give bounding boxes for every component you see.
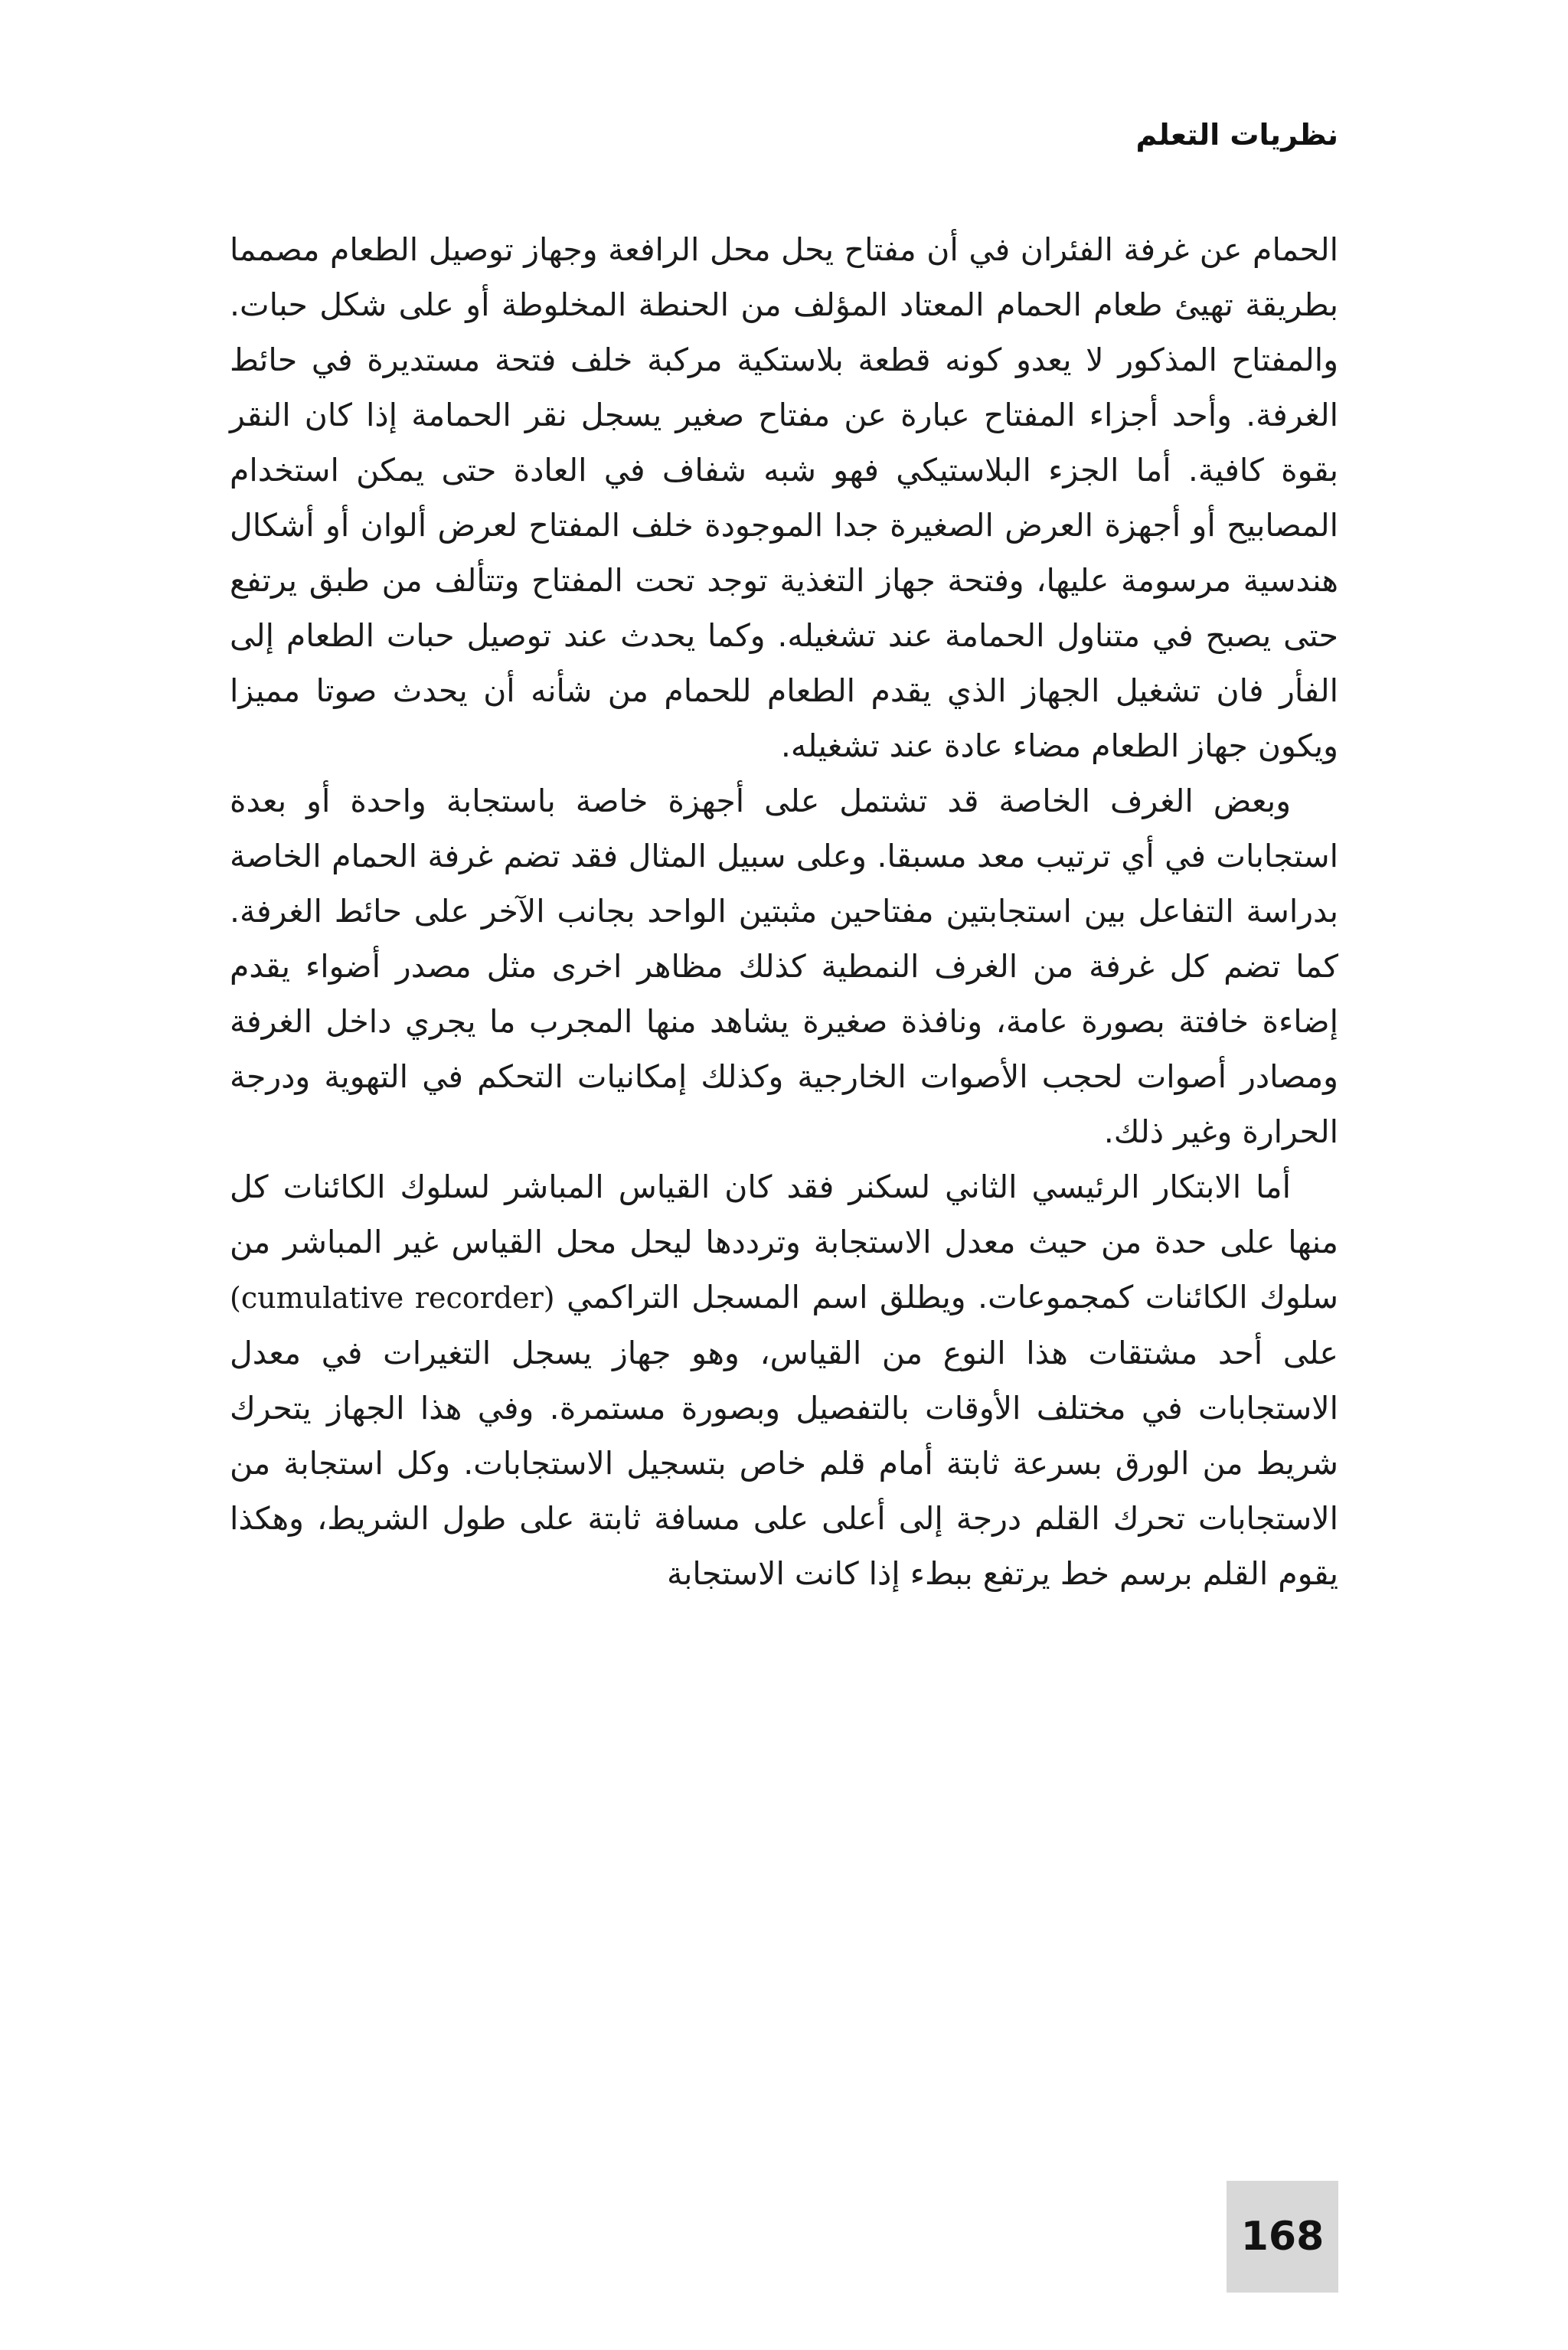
english-term: (cumulative recorder) <box>230 1281 555 1315</box>
paragraph-3-text-start: أما الابتكار الرئيسي الثاني لسكنر فقد كان القياس المباشر لسلوك الكائنات كل منها على حدة من حيث معدل الاستجابة وترددها ليحل محل القياس غير المباشر من سلوك الكائنات كمجموعات. ويطلق اسم المسجل التراكمي <box>230 1168 1338 1316</box>
book-title: نظريات التعلم <box>1135 118 1338 152</box>
paragraph-1-text: الحمام عن غرفة الفئران في أن مفتاح يحل محل الرافعة وجهاز توصيل الطعام مصمما بطريقة تهيئ طعام الحمام المعتاد المؤلف من الحنطة المخلوطة أو على شكل حبات. والمفتاح المذكور لا يعدو كونه قطعة بلاستكية مركبة خلف فتحة مستديرة في حائط الغرفة. وأحد أجزاء المفتاح عبارة عن مفتاح صغير يسجل نقر الحمامة إذا كان النقر بقوة كافية. أما الجزء البلاستيكي فهو شبه شفاف في العادة حتى يمكن استخدام المصابيح أو أجهزة العرض الصغيرة جدا الموجودة خلف المفتاح لعرض ألوان أو أشكال هندسية مرسومة عليها، وفتحة جهاز التغذية توجد تحت المفتاح وتتألف من طبق يرتفع حتى يصبح في متناول الحمامة عند تشغيله. وكما يحدث عند توصيل حبات الطعام إلى الفأر فان تشغيل الجهاز الذي يقدم الطعام للحمام من شأنه أن يحدث صوتا مميزا ويكون جهاز الطعام مضاء عادة عند تشغيله. <box>230 231 1338 764</box>
running-header <box>1136 115 1338 155</box>
paragraph-3 <box>230 1159 1338 1601</box>
body-text <box>230 222 1338 1601</box>
paragraph-1 <box>230 222 1338 773</box>
paragraph-2 <box>230 773 1338 1159</box>
paragraph-2-text: وبعض الغرف الخاصة قد تشتمل على أجهزة خاصة باستجابة واحدة أو بعدة استجابات في أي ترتيب معد مسبقا. وعلى سبيل المثال فقد تضم غرفة الحمام الخاصة بدراسة التفاعل بين استجابتين مفتاحين مثبتين الواحد بجانب الآخر على حائط الغرفة. كما تضم كل غرفة من الغرف النمطية كذلك مظاهر اخرى مثل مصدر أضواء يقدم إضاءة خافتة بصورة عامة، ونافذة صغيرة يشاهد منها المجرب ما يجري داخل الغرفة ومصادر أصوات لحجب الأصوات الخارجية وكذلك إمكانيات التحكم في التهوية ودرجة الحرارة وغير ذلك. <box>230 783 1338 1150</box>
page-number: 168 <box>1240 2214 1325 2260</box>
page-number-box <box>1227 2181 1338 2293</box>
paragraph-3-text-end: على أحد مشتقات هذا النوع من القياس، وهو جهاز يسجل التغيرات في معدل الاستجابات في مختلف الأوقات بالتفصيل وبصورة مستمرة. وفي هذا الجهاز يتحرك شريط من الورق بسرعة ثابتة أمام قلم خاص بتسجيل الاستجابات. وكل استجابة من الاستجابات تحرك القلم درجة إلى أعلى على مسافة ثابتة على طول الشريط، وهكذا يقوم القلم برسم خط يرتفع ببطء إذا كانت الاستجابة <box>230 1335 1338 1592</box>
